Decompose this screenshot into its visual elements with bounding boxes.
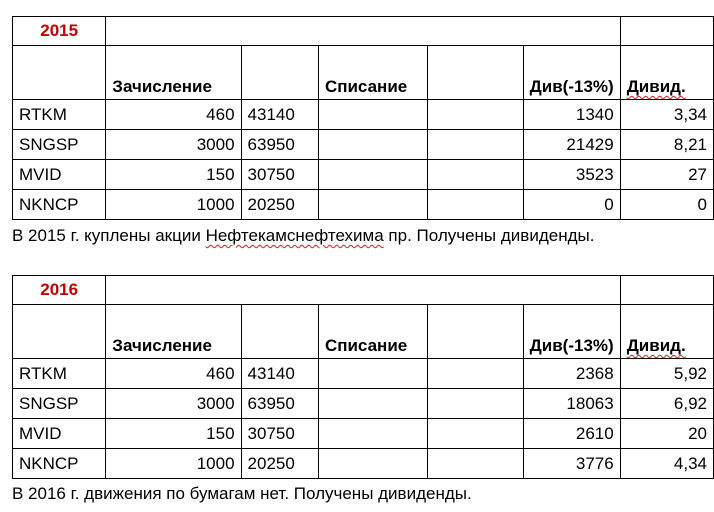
- qty-cell: 150: [106, 419, 241, 449]
- empty-cell: [318, 190, 428, 220]
- year-row: [13, 276, 714, 305]
- empty-cell: [428, 190, 523, 220]
- div-net-cell: 2610: [523, 419, 620, 449]
- qty-cell: 3000: [106, 389, 241, 419]
- empty-cell: [318, 449, 428, 479]
- empty-cell: [428, 160, 523, 190]
- empty-cell: [428, 449, 523, 479]
- qty-cell: 460: [106, 100, 241, 130]
- amount-cell: 63950: [241, 130, 318, 160]
- div-net-cell: 0: [523, 190, 620, 220]
- empty-cell: [318, 160, 428, 190]
- div-pct-header-text: Дивид.: [626, 336, 686, 356]
- ticker-cell: SNGSP: [13, 389, 106, 419]
- div-net-cell: 3523: [523, 160, 620, 190]
- div-net-cell: 2368: [523, 359, 620, 389]
- empty-cell: [428, 100, 523, 130]
- div-net-header: Див(-13%): [523, 305, 620, 359]
- div-pct-cell: 20: [620, 419, 713, 449]
- amount-cell: 30750: [241, 419, 318, 449]
- empty-cell: [106, 17, 620, 46]
- div-pct-cell: 5,92: [620, 359, 713, 389]
- empty-cell: [428, 389, 523, 419]
- empty-cell: [318, 389, 428, 419]
- qty-cell: 150: [106, 160, 241, 190]
- table-row: [13, 419, 714, 449]
- empty-cell: [428, 130, 523, 160]
- table-row: [13, 160, 714, 190]
- amount-cell: 43140: [241, 359, 318, 389]
- empty-cell: [13, 305, 106, 359]
- empty-cell: [428, 419, 523, 449]
- note-text: пр. Получены дивиденды.: [383, 226, 595, 245]
- qty-cell: 3000: [106, 130, 241, 160]
- header-row: [13, 46, 714, 100]
- table-2015: [12, 16, 714, 220]
- debit-header: Списание: [318, 305, 428, 359]
- note-text: В 2015 г. куплены акции: [12, 226, 206, 245]
- empty-cell: [428, 305, 523, 359]
- ticker-cell: RTKM: [13, 359, 106, 389]
- qty-cell: 1000: [106, 190, 241, 220]
- year-label: 2016: [13, 276, 106, 305]
- div-pct-header-text: Дивид.: [626, 77, 686, 97]
- ticker-cell: SNGSP: [13, 130, 106, 160]
- table-2016: [12, 275, 714, 479]
- year-row: [13, 17, 714, 46]
- empty-cell: [13, 46, 106, 100]
- div-pct-cell: 4,34: [620, 449, 713, 479]
- empty-cell: [620, 17, 713, 46]
- ticker-cell: NKNCP: [13, 449, 106, 479]
- div-pct-cell: 3,34: [620, 100, 713, 130]
- empty-cell: [241, 305, 318, 359]
- div-net-cell: 1340: [523, 100, 620, 130]
- div-pct-header: [620, 305, 713, 359]
- amount-cell: 20250: [241, 449, 318, 479]
- amount-cell: 20250: [241, 190, 318, 220]
- empty-cell: [318, 419, 428, 449]
- div-net-cell: 18063: [523, 389, 620, 419]
- div-net-header: Див(-13%): [523, 46, 620, 100]
- table-row: [13, 389, 714, 419]
- ticker-cell: MVID: [13, 160, 106, 190]
- table-row: [13, 100, 714, 130]
- credit-header: Зачисление: [106, 46, 241, 100]
- header-row: [13, 305, 714, 359]
- div-net-cell: 21429: [523, 130, 620, 160]
- note-2015: [12, 226, 594, 246]
- year-label: 2015: [13, 17, 106, 46]
- amount-cell: 63950: [241, 389, 318, 419]
- div-net-cell: 3776: [523, 449, 620, 479]
- amount-cell: 30750: [241, 160, 318, 190]
- div-pct-cell: 0: [620, 190, 713, 220]
- div-pct-header: [620, 46, 713, 100]
- empty-cell: [318, 100, 428, 130]
- div-pct-cell: 27: [620, 160, 713, 190]
- empty-cell: [620, 276, 713, 305]
- credit-header: Зачисление: [106, 305, 241, 359]
- table-row: [13, 190, 714, 220]
- table-row: [13, 130, 714, 160]
- ticker-cell: RTKM: [13, 100, 106, 130]
- note-company-name: Нефтекамснефтехима: [205, 226, 384, 245]
- div-pct-cell: 6,92: [620, 389, 713, 419]
- amount-cell: 43140: [241, 100, 318, 130]
- ticker-cell: NKNCP: [13, 190, 106, 220]
- table-row: [13, 449, 714, 479]
- qty-cell: 1000: [106, 449, 241, 479]
- empty-cell: [428, 46, 523, 100]
- qty-cell: 460: [106, 359, 241, 389]
- div-pct-cell: 8,21: [620, 130, 713, 160]
- empty-cell: [318, 359, 428, 389]
- empty-cell: [106, 276, 620, 305]
- note-2016: В 2016 г. движения по бумагам нет. Получены дивиденды.: [12, 484, 472, 503]
- table-row: [13, 359, 714, 389]
- empty-cell: [428, 359, 523, 389]
- empty-cell: [241, 46, 318, 100]
- empty-cell: [318, 130, 428, 160]
- ticker-cell: MVID: [13, 419, 106, 449]
- debit-header: Списание: [318, 46, 428, 100]
